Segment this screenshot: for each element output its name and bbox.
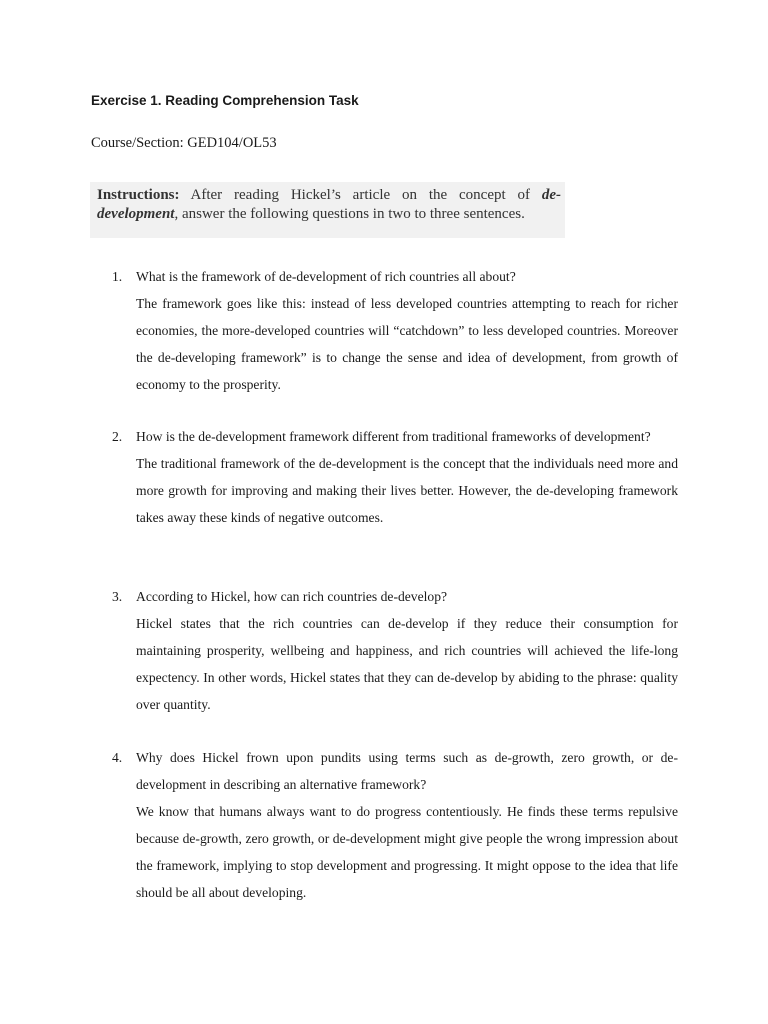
question-item-4 — [112, 744, 678, 906]
answer-text: Hickel states that the rich countries can de-develop if they reduce their consumption for maintaining prosperity, wellbeing and happiness, and rich countries will achieved the life-long expectency. In other words, Hickel states that they can de-develop by abiding to the phrase: quality over quantity. — [136, 616, 678, 712]
question-text: What is the framework of de-development of rich countries all about? — [136, 269, 516, 284]
instructions-text-after: , answer the following questions in two to three sentences. — [174, 206, 525, 222]
question-number: 2. — [112, 429, 123, 444]
question-number: 1. — [112, 269, 123, 284]
exercise-title: Exercise 1. Reading Comprehension Task — [91, 93, 359, 108]
course-section: Course/Section: GED104/OL53 — [91, 135, 277, 151]
question-text: Why does Hickel frown upon pundits using terms such as de-growth, zero growth, or de-development in describing an alternative framework? — [136, 750, 678, 792]
question-item-3 — [112, 583, 678, 718]
question-number: 3. — [112, 589, 123, 604]
question-item-1 — [112, 263, 678, 398]
instructions-term: de-development — [97, 187, 561, 222]
question-text: According to Hickel, how can rich countries de-develop? — [136, 589, 448, 604]
instructions-box — [90, 182, 565, 238]
instructions-text-before: After reading Hickel’s article on the concept of — [179, 187, 542, 203]
instructions-label: Instructions: — [97, 187, 180, 203]
answer-text: The framework goes like this: instead of less developed countries attempting to reach for richer economies, the more-developed countries will “catchdown” to less developed countries. Moreover the de-developing framework” is to change the sense and idea of development, from growth of economy to the prosperity. — [136, 296, 678, 392]
question-item-2 — [112, 423, 678, 531]
question-text: How is the de-development framework different from traditional frameworks of development? — [136, 429, 651, 444]
question-number: 4. — [112, 750, 123, 765]
answer-text: The traditional framework of the de-development is the concept that the individuals need more and more growth for improving and making their lives better. However, the de-developing framework takes away these kinds of negative outcomes. — [136, 456, 678, 525]
answer-text: We know that humans always want to do progress contentiously. He finds these terms repulsive because de-growth, zero growth, or de-development might give people the wrong impression about the framework, implying to stop development and progressing. It might oppose to the idea that life should be all about developing. — [136, 804, 678, 900]
